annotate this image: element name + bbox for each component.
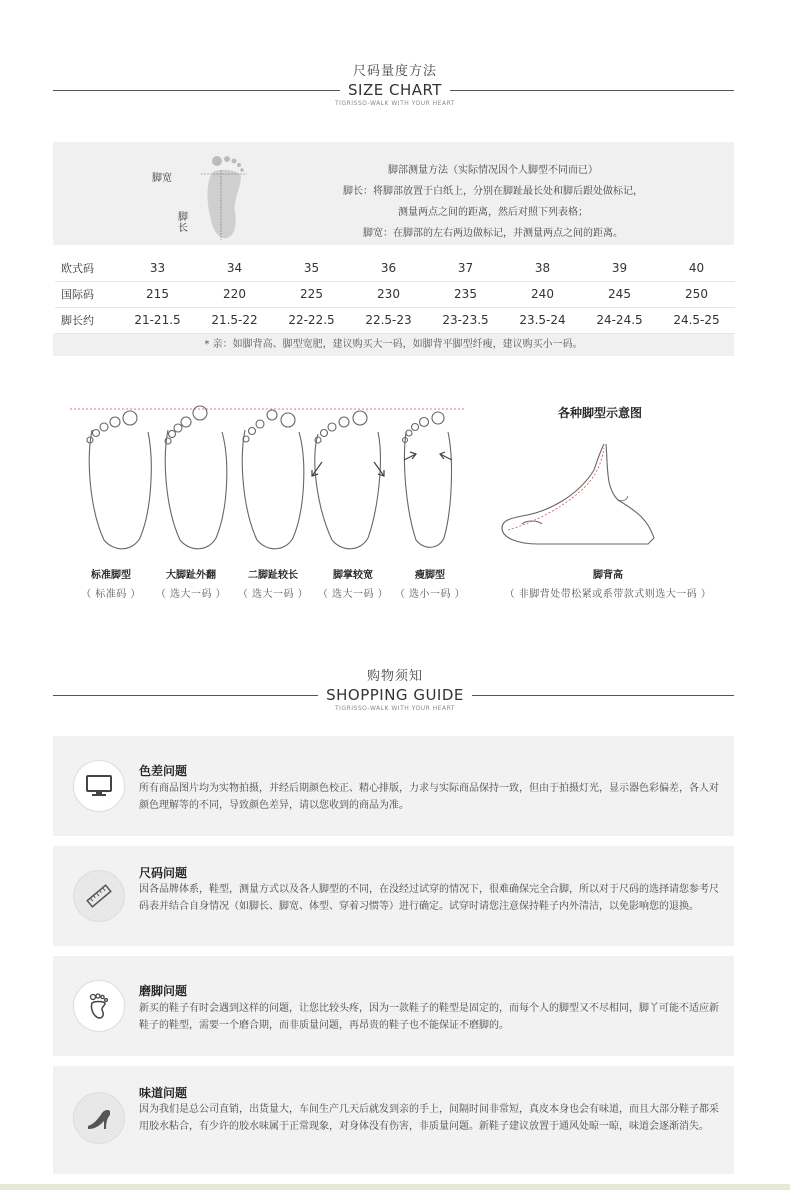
high-instep-illustration [498,440,678,550]
foot-type-slim [390,566,470,600]
shopping-guide-title-en: SHOPPING GUIDE [318,685,472,705]
table-cell: 40 [658,255,735,281]
table-row [55,307,735,333]
foot-type-title: 脚掌较宽 [333,570,373,581]
table-cell: 33 [119,255,196,281]
ruler-icon [73,870,125,922]
table-row [55,281,735,307]
foot-type-high-instep [486,566,730,600]
table-cell: 225 [273,281,350,307]
guide-text: 所有商品图片均为实物拍摄，并经后期颜色校正、精心排版，力求与实际商品保持一致，但由于拍摄灯光，显示器色彩偏差，各人对颜色理解等的不同，导致颜色差异，请以您收到的商品为准。 [139,783,719,811]
table-cell: 21.5-22 [196,307,273,333]
table-cell: 35 [273,255,350,281]
table-cell: 36 [350,255,427,281]
table-cell: 23-23.5 [427,307,504,333]
table-cell: 235 [427,281,504,307]
foot-length-label: 脚长 [178,212,188,234]
foot-type-advice: （ 选大一码 ） [237,589,309,600]
table-cell: 23.5-24 [504,307,581,333]
measurement-instructions [313,160,673,244]
foot-type-standard [72,566,150,600]
measurement-panel [53,142,734,245]
guide-title: 磨脚问题 [139,984,188,998]
row-label: 国际码 [55,281,119,307]
foot-type-title: 大脚趾外翻 [166,570,216,581]
foot-width-label: 脚宽 [152,173,172,184]
method-line: 脚部测量方法（实际情况因个人脚型不同而已） [388,165,598,176]
guide-title: 色差问题 [139,764,188,778]
size-chart-title-en: SIZE CHART [340,80,450,100]
monitor-icon [73,760,125,812]
size-chart-header [0,60,790,107]
foot-type-title: 二脚趾较长 [248,570,298,581]
bottom-strip [0,1184,790,1190]
foot-type-advice: （ 标准码 ） [81,589,141,600]
table-cell: 245 [581,281,658,307]
guide-text: 新买的鞋子有时会遇到这样的问题，让您比较头疼，因为一款鞋子的鞋型是固定的，而每个人的脚型又不尽相同，脚丫可能不适应新鞋子的鞋型，需要一个磨合期，而非质量问题，再昂贵的鞋子也不能保证不磨脚的。 [139,1003,719,1031]
table-cell: 37 [427,255,504,281]
foot-type-bunion [148,566,234,600]
high-heel-icon [73,1092,125,1144]
table-cell: 24-24.5 [581,307,658,333]
guide-title: 尺码问题 [139,866,188,880]
shopping-guide-header [0,665,790,712]
foot-type-title: 标准脚型 [91,570,131,581]
foot-type-advice: （ 选大一码 ） [317,589,389,600]
guide-title: 味道问题 [139,1086,188,1100]
foot-type-advice: （ 非脚背处带松紧或系带款式则选大一码 ） [504,589,712,600]
foot-type-title: 瘦脚型 [415,570,445,581]
guide-text: 因为我们是总公司直销，出货量大，车间生产几天后就发到亲的手上，间隔时间非常短，真皮本身也会有味道，而且大部分鞋子都采用胶水粘合，有少许的胶水味属于正常现象，对身体没有伤害，非质量问题。新鞋子建议放置于通风处晾一晾，味道会逐渐消失。 [139,1104,719,1132]
table-cell: 22.5-23 [350,307,427,333]
guide-item-size [53,846,734,946]
foot-type-long-second-toe [230,566,316,600]
guide-item-color [53,736,734,836]
footprint-icon [73,980,125,1032]
shopping-guide-subtitle: TIGRISSO-WALK WITH YOUR HEART [335,705,455,712]
size-chart-title-cn: 尺码量度方法 [352,64,437,79]
foot-types-illustration [60,400,480,560]
table-cell: 24.5-25 [658,307,735,333]
row-label: 脚长约 [55,307,119,333]
table-cell: 220 [196,281,273,307]
method-line: 脚长：将脚部放置于白纸上，分别在脚趾最长处和脚后跟处做标记， [343,186,643,197]
shopping-guide-title-cn: 购物须知 [366,669,423,684]
method-line: 脚宽：在脚部的左右两边做标记，并测量两点之间的距离。 [363,228,623,239]
method-line: 测量两点之间的距离，然后对照下列表格； [398,207,588,218]
table-cell: 230 [350,281,427,307]
table-cell: 38 [504,255,581,281]
table-cell: 240 [504,281,581,307]
table-cell: 22-22.5 [273,307,350,333]
table-row [55,255,735,281]
table-cell: 34 [196,255,273,281]
size-chart-subtitle: TIGRISSO-WALK WITH YOUR HEART [335,100,455,107]
foot-type-advice: （ 选小一码 ） [394,589,466,600]
foot-type-title: 脚背高 [593,570,623,581]
table-cell: 215 [119,281,196,307]
foot-type-advice: （ 选大一码 ） [155,589,227,600]
guide-item-smell [53,1066,734,1174]
table-cell: 250 [658,281,735,307]
guide-text: 因各品牌体系，鞋型，测量方式以及各人脚型的不同，在没经过试穿的情况下，很难确保完全合脚，所以对于尺码的选择请您参考尺码表并结合自身情况（如脚长、脚宽、体型、穿着习惯等）进行确定。试穿时请您注意保持鞋子内外清洁，以免影响您的退换。 [139,884,719,912]
table-cell: 21-21.5 [119,307,196,333]
size-table [55,255,735,334]
size-note: * 亲：如脚背高、脚型宽肥，建议购买大一码，如脚背平脚型纤瘦，建议购买小一码。 [53,334,734,356]
foot-type-wide [310,566,396,600]
row-label: 欧式码 [55,255,119,281]
table-cell: 39 [581,255,658,281]
foot-types-diagram-title: 各种脚型示意图 [558,406,643,420]
guide-item-rubbing [53,956,734,1056]
